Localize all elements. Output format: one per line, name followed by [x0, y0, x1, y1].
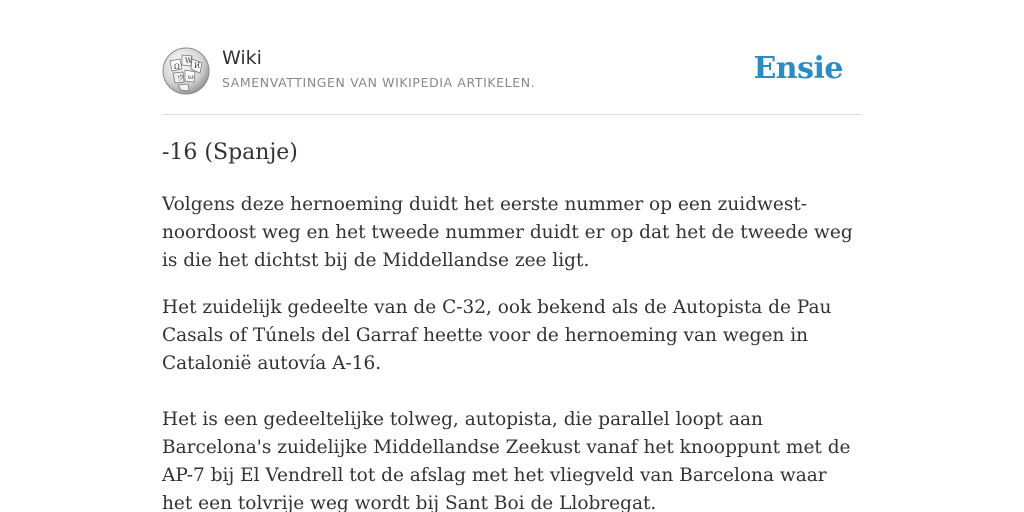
site-header — [162, 44, 862, 115]
svg-text:ω: ω — [188, 73, 194, 81]
site-title[interactable]: Wiki — [222, 47, 262, 69]
brand-logo[interactable]: Ensie — [753, 51, 843, 86]
article-paragraph: Het is een gedeeltelijke tolweg, autopista, die parallel loopt aan Barcelona's zuidelijke Middellandse Zeekust vanaf het knooppunt met de AP-7 bij El Vendrell tot de afslag met het vliegveld van Barcelona waar het een tolvrije weg wordt bij Sant Boi de Llobregat. — [162, 409, 851, 512]
svg-text:И: И — [194, 62, 201, 70]
svg-text:W: W — [185, 57, 193, 65]
article-content — [162, 137, 862, 512]
svg-text:ウ: ウ — [177, 74, 184, 82]
article-paragraph: Het zuidelijk gedeelte van de C-32, ook bekend als de Autopista de Pau Casals of Túnels del Garraf heette voor de hernoeming van wegen in Catalonië autovía A-16. — [162, 297, 832, 374]
wikipedia-globe-icon[interactable] — [162, 47, 210, 95]
svg-text:Ω: Ω — [174, 63, 180, 71]
article-paragraph: Volgens deze hernoeming duidt het eerste nummer op een zuidwest-noordoost weg en het tweede nummer duidt er op dat het de tweede weg is die het dichtst bij de Middellandse zee ligt. — [162, 194, 853, 271]
page-title: -16 (Spanje) — [162, 140, 298, 165]
site-subtitle: SAMENVATTINGEN VAN WIKIPEDIA ARTIKELEN. — [222, 75, 536, 90]
